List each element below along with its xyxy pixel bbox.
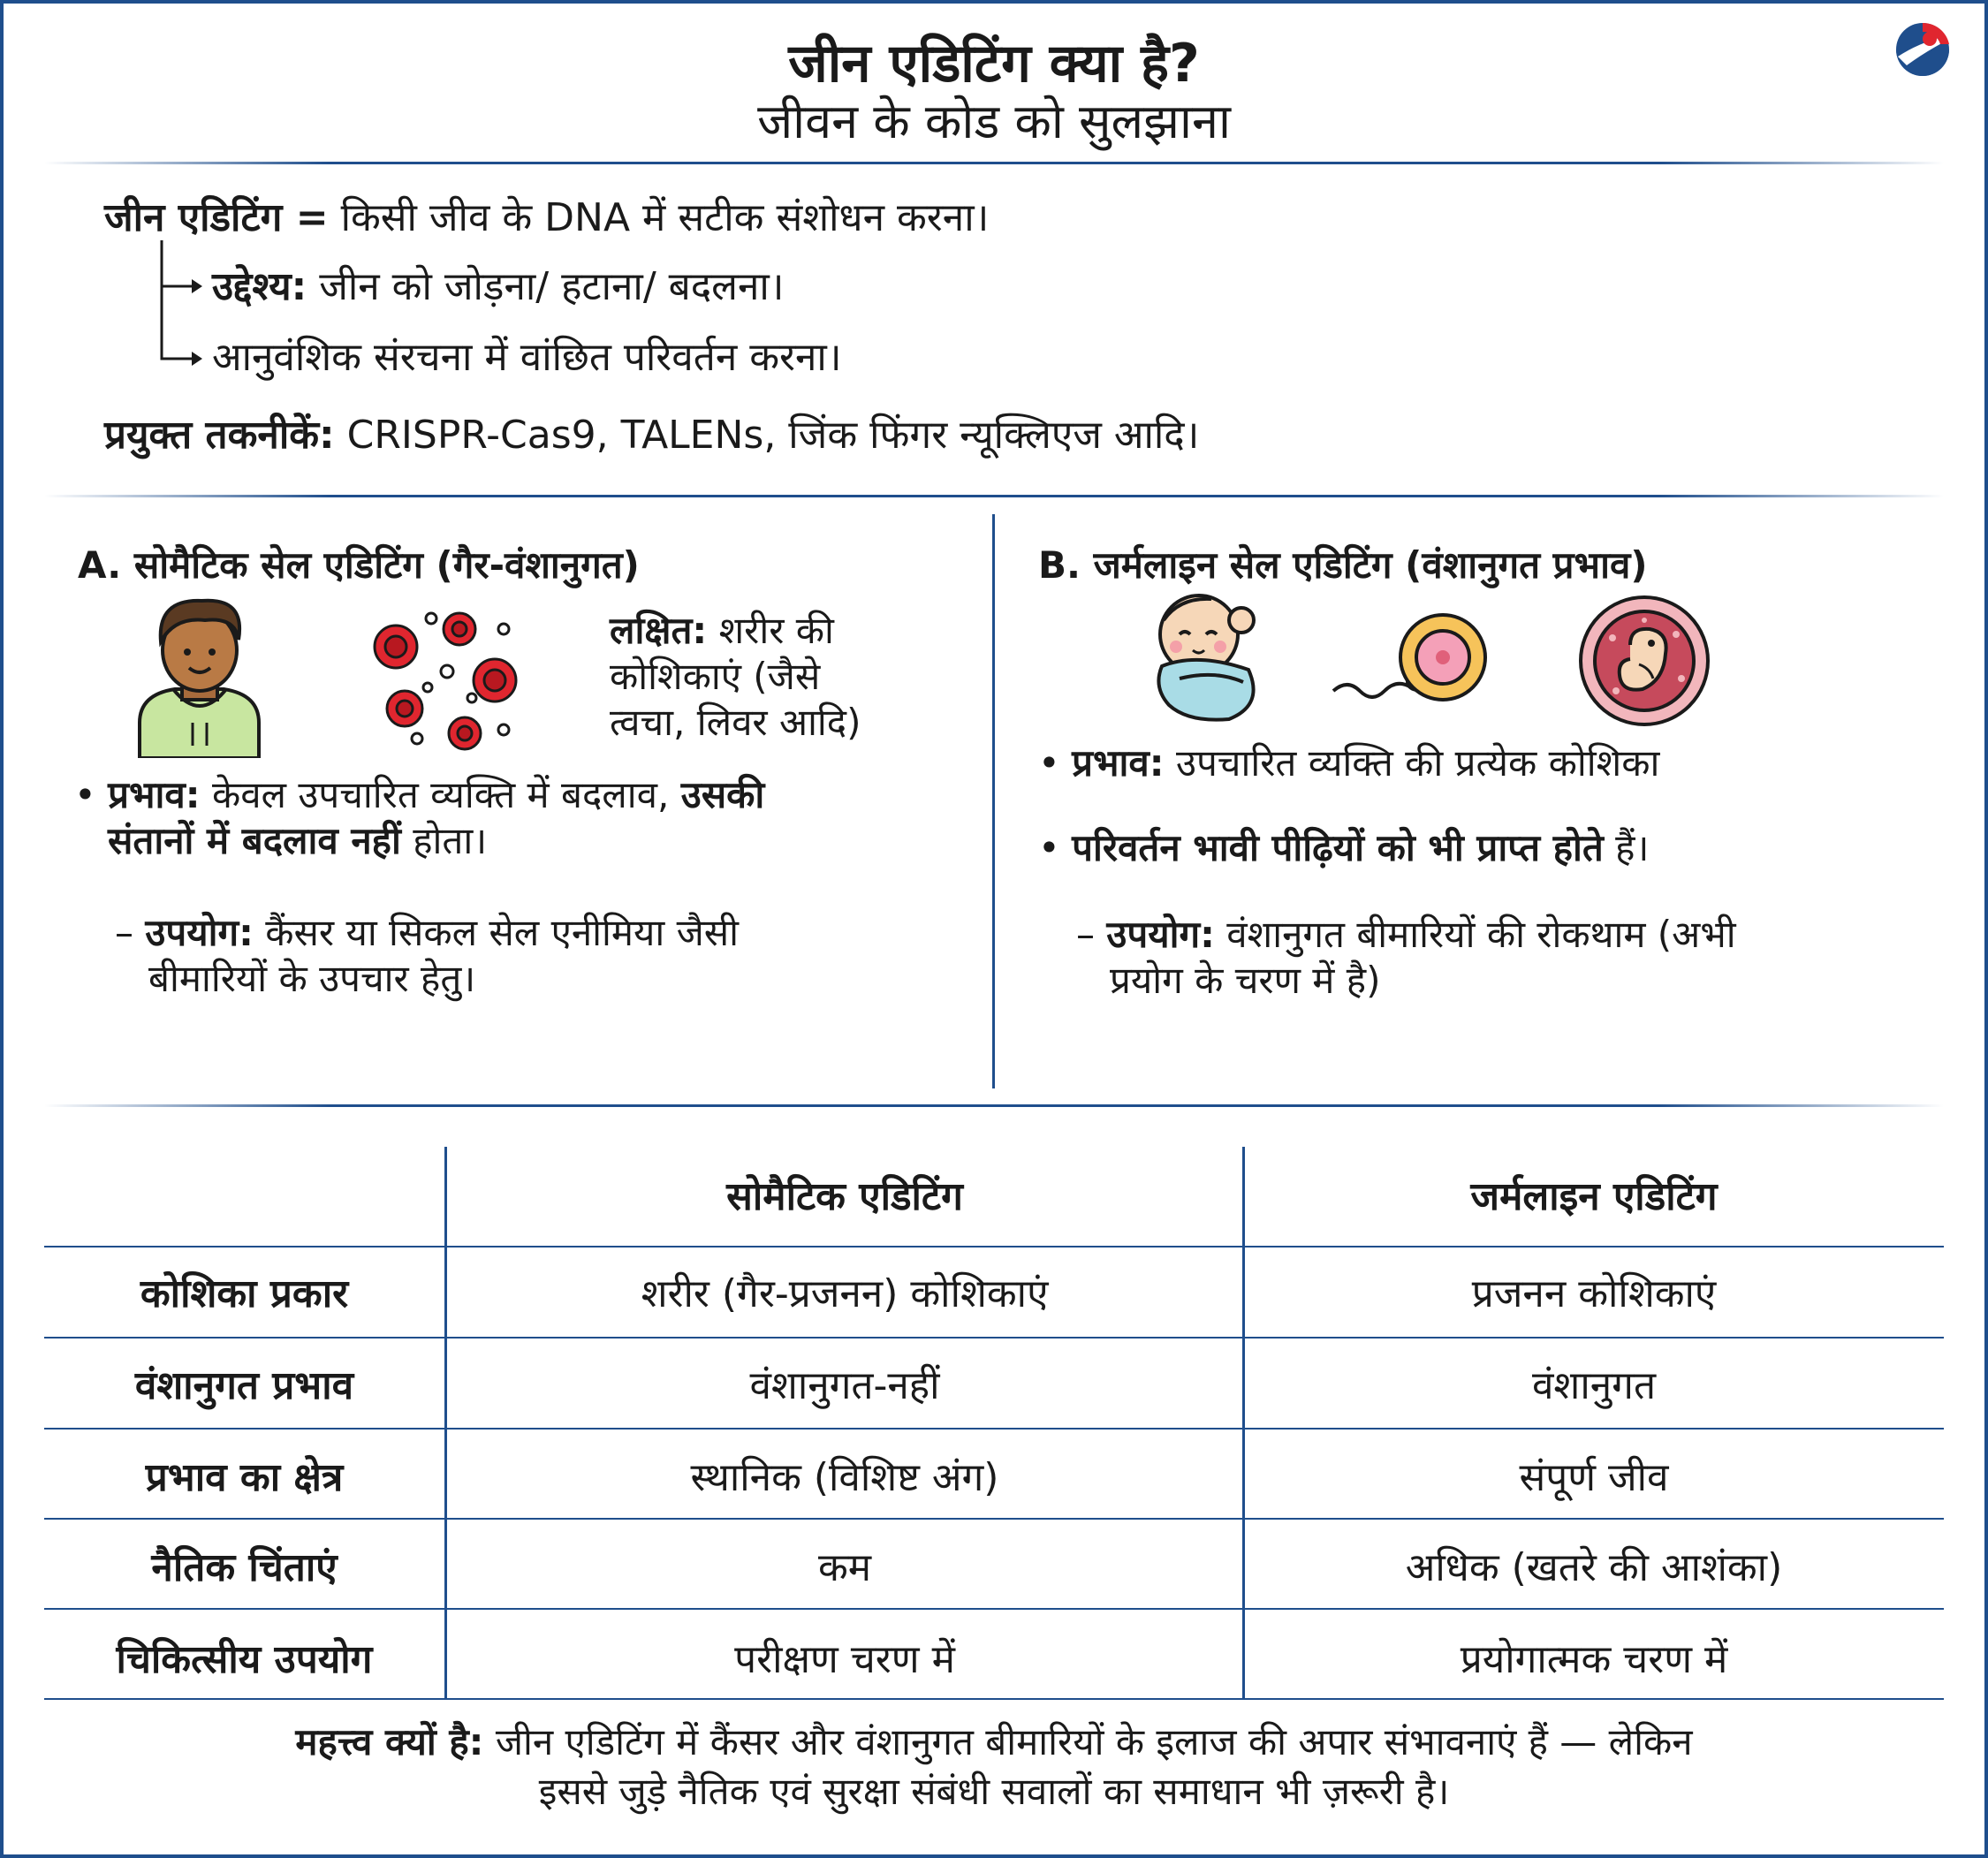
table-row-label: कोशिका प्रकार xyxy=(140,1271,349,1316)
techniques-line xyxy=(104,406,1199,459)
target-line-1: शरीर की xyxy=(718,609,834,652)
table-row-label: वंशानुगत प्रभाव xyxy=(134,1363,354,1408)
somatic-effect-end: होता। xyxy=(413,819,488,862)
target-label: लक्षित: xyxy=(610,609,708,652)
table-row-label: चिकित्सीय उपयोग xyxy=(116,1637,373,1682)
somatic-use-line-1: कैंसर या सिकल सेल एनीमिया जैसी xyxy=(265,911,740,954)
table-rule xyxy=(44,1246,1944,1248)
page-title: जीन एडिटिंग क्या है? xyxy=(788,33,1200,95)
somatic-use-line-2: बीमारियों के उपचार हेतु। xyxy=(148,957,476,1000)
techniques-label: प्रयुक्त तकनीकें: xyxy=(104,413,335,458)
purpose-label: उद्देश्य: xyxy=(212,264,307,309)
somatic-target xyxy=(610,608,861,746)
germline-use-line-2: प्रयोग के चरण में है) xyxy=(1110,959,1381,1002)
table-rule xyxy=(44,1608,1944,1610)
purpose-line xyxy=(212,258,784,311)
germline-use-label: उपयोग: xyxy=(1106,913,1215,956)
table-row-label: प्रभाव का क्षेत्र xyxy=(145,1455,344,1500)
column-divider xyxy=(992,514,995,1088)
table-column-divider xyxy=(1242,1147,1245,1698)
somatic-effect-text: केवल उपचारित व्यक्ति में बदलाव, xyxy=(211,773,670,816)
target-line-3: त्वचा, लिवर आदि) xyxy=(610,701,861,744)
table-cell: परीक्षण चरण में xyxy=(734,1637,955,1682)
table-cell: शरीर (गैर-प्रजनन) कोशिकाएं xyxy=(641,1271,1049,1316)
germline-use-line-1: वंशानुगत बीमारियों की रोकथाम (अभी xyxy=(1226,913,1736,956)
definition-term: जीन एडिटिंग = xyxy=(104,195,329,240)
somatic-heading: A. सोमैटिक सेल एडिटिंग (गैर-वंशानुगत) xyxy=(78,543,640,587)
table-cell: संपूर्ण जीव xyxy=(1519,1455,1669,1500)
table-column-divider xyxy=(444,1147,447,1698)
table-cell: अधिक (खतरे की आशंका) xyxy=(1405,1545,1783,1590)
definition-text: किसी जीव के DNA में सटीक संशोधन करना। xyxy=(340,195,990,240)
table-cell: वंशानुगत-नहीं xyxy=(749,1363,940,1408)
table-rule xyxy=(44,1428,1944,1430)
boy-icon xyxy=(131,590,268,758)
germline-use: – उपयोग: वंशानुगत बीमारियों की रोकथाम (अभी प्रयोग के चरण में है) xyxy=(1076,913,1736,1002)
germline-heading: B. जर्मलाइन सेल एडिटिंग (वंशानुगत प्रभाव) xyxy=(1038,543,1648,587)
baby-icon xyxy=(1144,590,1268,723)
divider xyxy=(44,495,1944,497)
blood-cells-icon xyxy=(371,610,521,751)
table-cell: प्रजनन कोशिकाएं xyxy=(1471,1271,1717,1316)
somatic-use: – उपयोग: कैंसर या सिकल सेल एनीमिया जैसी बीमारियों के उपचार हेतु। xyxy=(115,911,740,1000)
definition xyxy=(104,189,989,242)
germline-effect-label: प्रभाव: xyxy=(1072,741,1165,785)
table-header-somatic: सोमैटिक एडिटिंग xyxy=(726,1174,963,1219)
germline-change: • परिवर्तन भावी पीढ़ियों को भी प्राप्त होते हैं। xyxy=(1038,826,1650,869)
target-line-2: कोशिकाएं (जैसे xyxy=(610,655,821,698)
tree-connector-icon xyxy=(155,240,208,373)
somatic-use-label: उपयोग: xyxy=(145,911,254,954)
germline-change-end: हैं। xyxy=(1615,826,1650,869)
table-rule xyxy=(44,1698,1944,1700)
somatic-effect: • प्रभाव: केवल उपचारित व्यक्ति में बदलाव, उसकी संतानों में बदलाव नहीं होता। xyxy=(74,773,765,862)
embryo-icon xyxy=(1577,594,1711,728)
divider xyxy=(44,1104,1944,1107)
footer-line-2: इससे जुड़े नैतिक एवं सुरक्षा संबंधी सवालों का समाधान भी ज़रूरी है। xyxy=(538,1770,1450,1813)
footer-note xyxy=(0,1718,1988,1816)
page-subtitle: जीवन के कोड को सुलझाना xyxy=(757,94,1231,149)
footer-line-1: जीन एडिटिंग में कैंसर और वंशानुगत बीमारियों के इलाज की अपार संभावनाएं हैं — लेकिन xyxy=(495,1720,1693,1763)
table-cell: प्रयोगात्मक चरण में xyxy=(1460,1637,1728,1682)
table-rule xyxy=(44,1518,1944,1520)
purpose-text: जीन को जोड़ना/ हटाना/ बदलना। xyxy=(319,264,785,309)
table-cell: कम xyxy=(817,1545,872,1590)
germline-effect-text: उपचारित व्यक्ति की प्रत्येक कोशिका xyxy=(1175,741,1660,785)
table-cell: वंशानुगत xyxy=(1531,1363,1657,1408)
somatic-effect-bold-2: संतानों में बदलाव नहीं xyxy=(108,819,401,862)
table-header-germline: जर्मलाइन एडिटिंग xyxy=(1470,1174,1718,1219)
sperm-egg-icon xyxy=(1330,611,1489,710)
footer-label: महत्त्व क्यों है: xyxy=(295,1720,484,1763)
somatic-effect-label: प्रभाव: xyxy=(108,773,201,816)
techniques-text: CRISPR-Cas9, TALENs, जिंक फिंगर न्यूक्लिएज आदि। xyxy=(346,413,1200,458)
purpose-line-2: आनुवंशिक संरचना में वांछित परिवर्तन करना। xyxy=(212,335,842,380)
table-rule xyxy=(44,1337,1944,1339)
divider xyxy=(44,162,1944,164)
table-row-label: नैतिक चिंताएं xyxy=(151,1545,338,1590)
germline-effect: • प्रभाव: उपचारित व्यक्ति की प्रत्येक कोशिका xyxy=(1038,741,1660,785)
table-cell: स्थानिक (विशिष्ट अंग) xyxy=(690,1455,999,1500)
somatic-effect-bold-1: उसकी xyxy=(680,773,765,816)
germline-change-bold: परिवर्तन भावी पीढ़ियों को भी प्राप्त होते xyxy=(1072,826,1604,869)
